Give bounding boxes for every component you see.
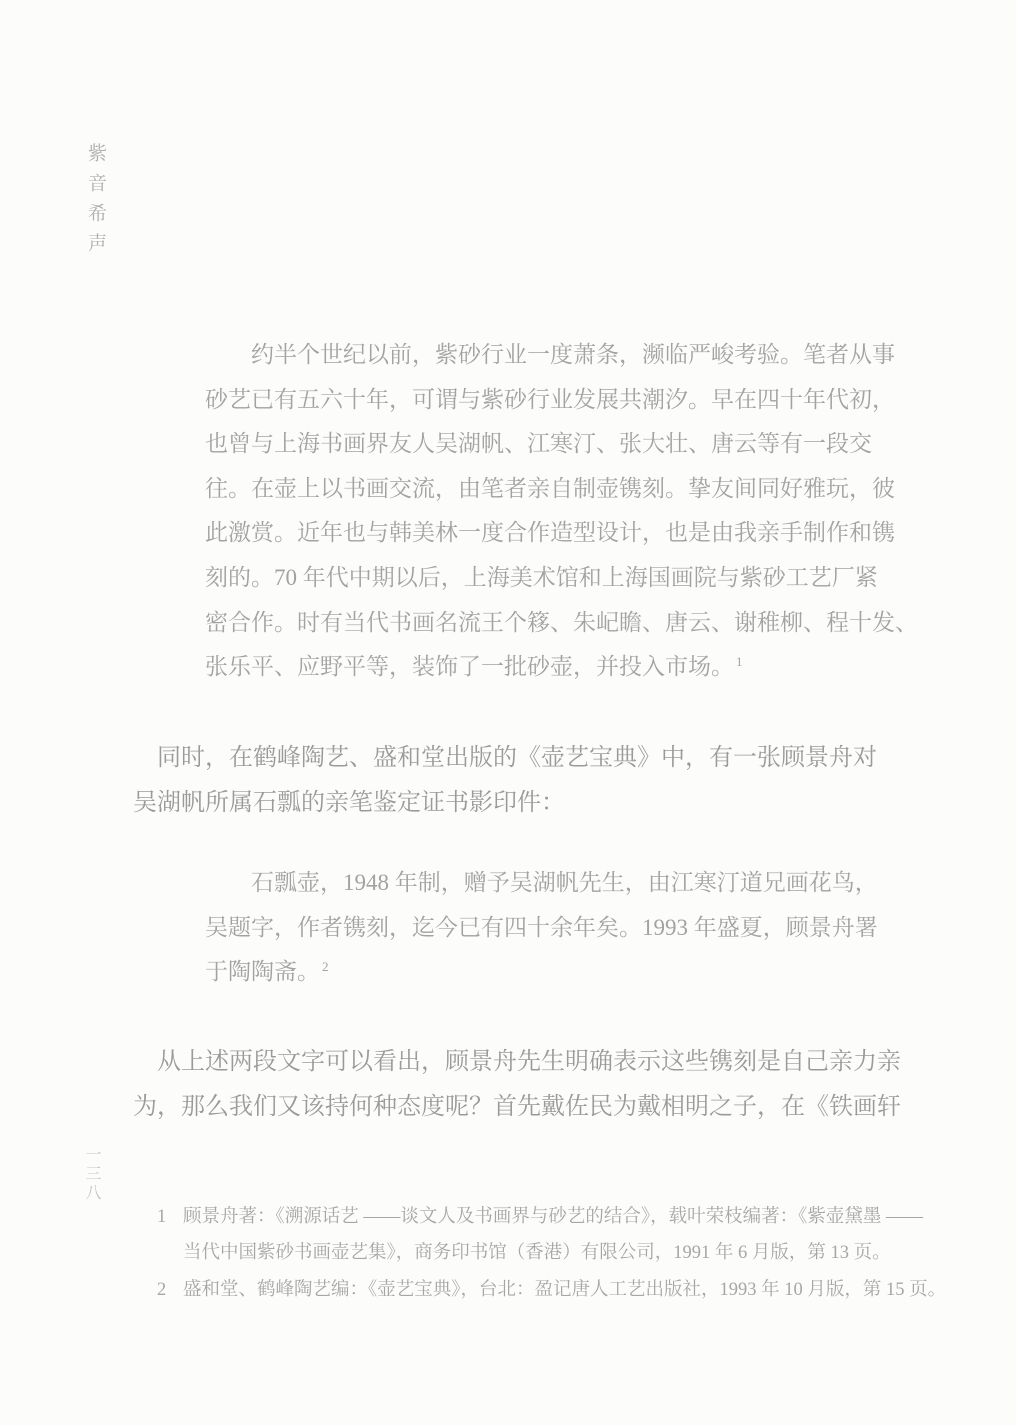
quote-line [205, 645, 917, 690]
quote-line: 吴题字，作者镌刻，迄今已有四十余年矣。1993 年盛夏，顾景舟署 [205, 914, 878, 940]
quote-block-2 [205, 861, 917, 995]
footnote-2 [157, 1272, 947, 1308]
quote-line-text: 于陶陶斋。 [205, 959, 320, 985]
quote-line: 也曾与上海书画界友人吴湖帆、江寒汀、张大壮、唐云等有一段交 [205, 431, 872, 457]
footnote-ref-2: 2 [322, 958, 329, 974]
footnote-number: 1 [157, 1207, 167, 1227]
quote-line [205, 950, 917, 995]
quote-block-1 [205, 333, 917, 690]
quote-line: 刻的。70 年代中期以后，上海美术馆和上海国画院与紫砂工艺厂紧 [205, 564, 878, 590]
body-line: 从上述两段文字可以看出，顾景舟先生明确表示这些镌刻是自己亲力亲 [157, 1049, 901, 1075]
footnotes-section [157, 1199, 947, 1308]
footnote-number: 2 [157, 1279, 167, 1300]
footnote-1 [157, 1199, 923, 1272]
quote-line: 砂艺已有五六十年，可谓与紫砂行业发展共潮汐。早在四十年代初， [205, 386, 895, 412]
quote-line: 约半个世纪以前，紫砂行业一度萧条，濒临严峻考验。笔者从事 [251, 342, 895, 367]
footnote-ref-1: 1 [736, 653, 743, 669]
footnote-text [183, 1199, 923, 1272]
footnote-line: 盛和堂、鹤峰陶艺编：《壶艺宝典》，台北：盈记唐人工艺出版社，1993 年 10 月版，第 15 页。 [183, 1279, 947, 1300]
footnote-text [183, 1272, 946, 1308]
margin-book-title: 紫音希声 [85, 143, 106, 263]
footnote-line: 当代中国紫砂书画壶艺集》，商务印书馆（香港）有限公司，1991 年 6 月版，第 13 页。 [183, 1243, 891, 1264]
page-number: 一三八 [83, 1146, 100, 1203]
body-paragraph-2 [133, 736, 917, 826]
body-line: 为，那么我们又该持何种态度呢？首先戴佐民为戴相明之子，在《铁画轩 [133, 1094, 901, 1121]
quote-line: 密合作。时有当代书画名流王个簃、朱屺瞻、唐云、谢稚柳、程十发、 [205, 609, 918, 635]
quote-line: 此激赏。近年也与韩美林一度合作造型设计，也是由我亲手制作和镌 [205, 520, 895, 546]
quote-line: 往。在壶上以书画交流，由笔者亲自制壶镌刻。挚友间同好雅玩，彼 [205, 475, 895, 501]
quote-line: 石瓢壶，1948 年制，赠予吴湖帆先生，由江寒汀道兄画花鸟， [251, 870, 878, 895]
body-paragraph-3 [133, 1040, 917, 1130]
footnote-line: 顾景舟著：《溯源话艺 ——谈文人及书画界与砂艺的结合》，载叶荣枝编著：《紫壶黛墨 —— [183, 1207, 924, 1227]
body-line: 吴湖帆所属石瓢的亲笔鉴定证书影印件： [133, 790, 565, 817]
body-line: 同时，在鹤峰陶艺、盛和堂出版的《壶艺宝典》中，有一张顾景舟对 [157, 745, 877, 771]
quote-line-text: 张乐平、应野平等，装饰了一批砂壶，并投入市场。 [205, 654, 734, 680]
